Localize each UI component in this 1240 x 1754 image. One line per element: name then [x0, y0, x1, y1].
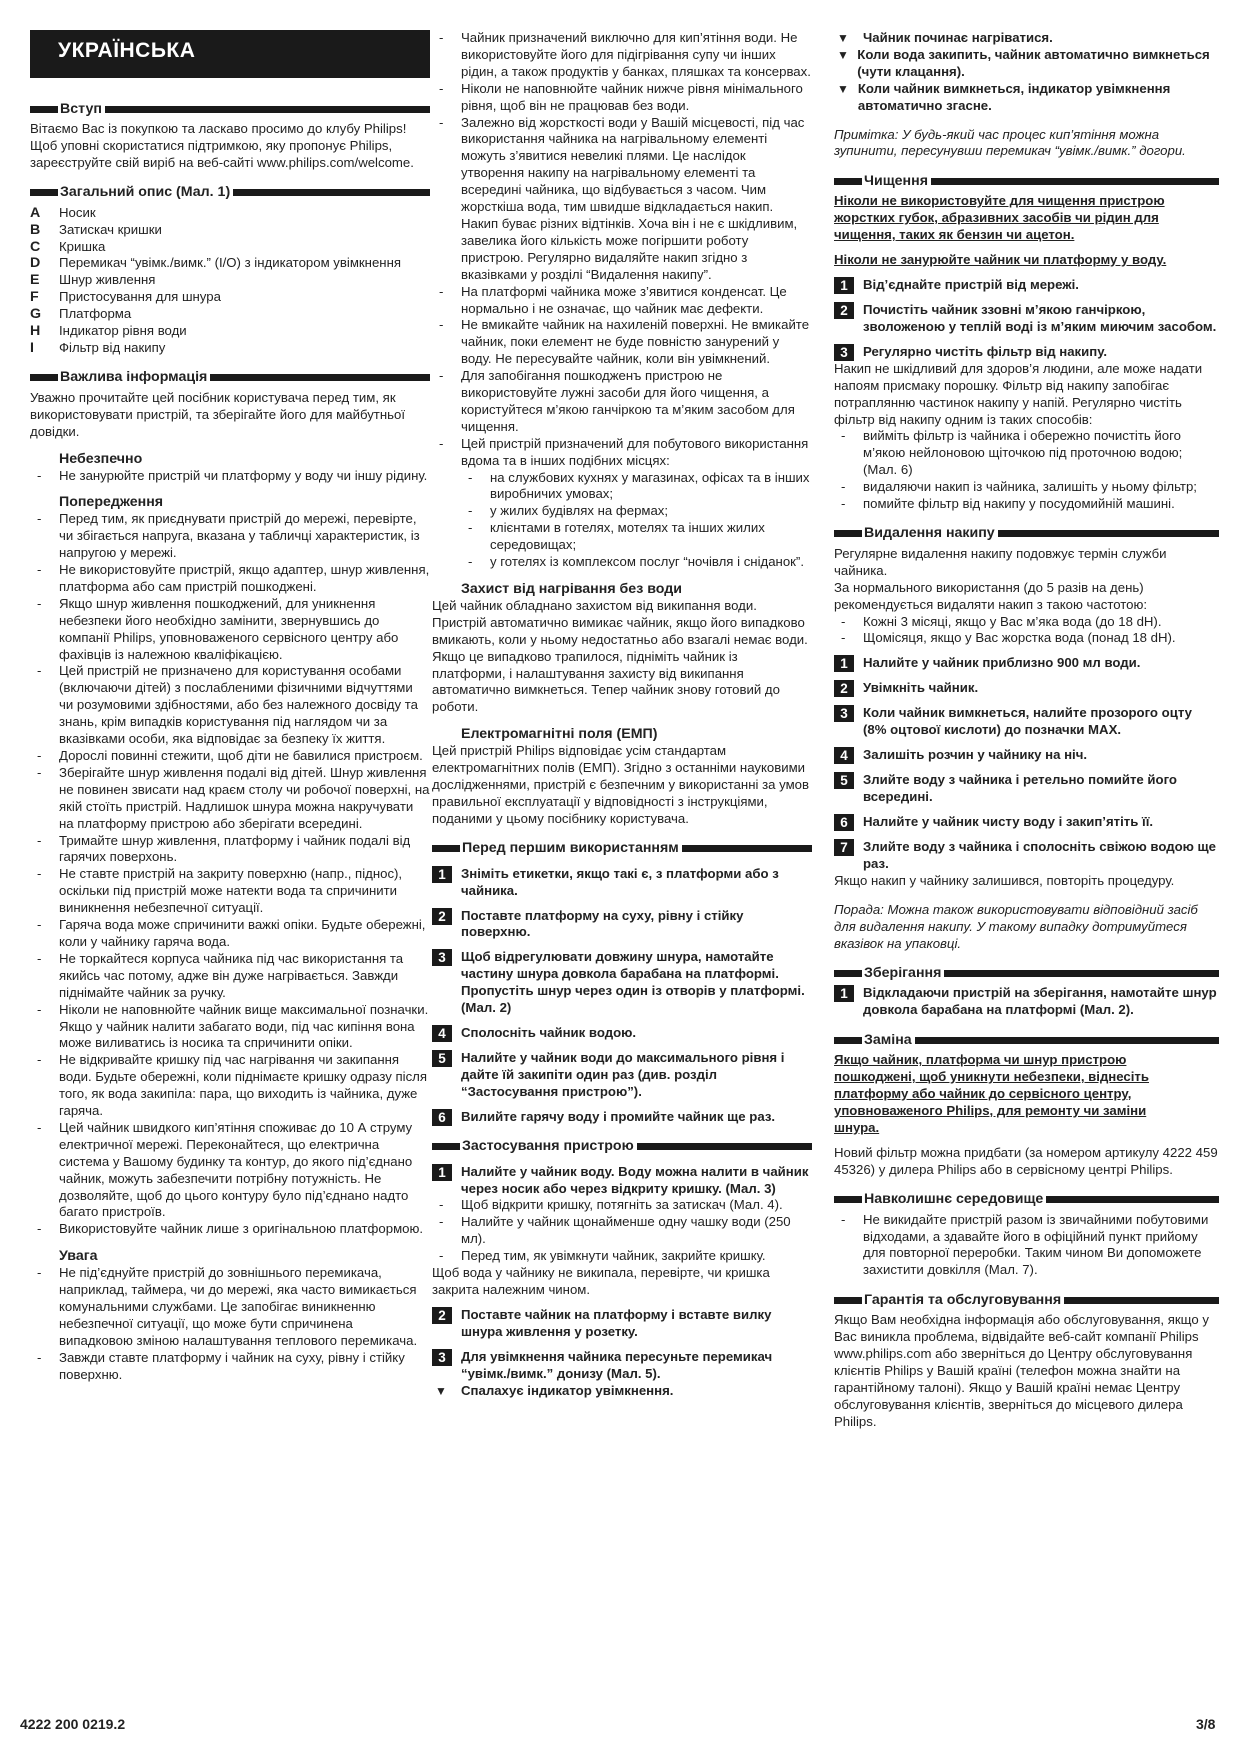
list-item: - Не торкайтеся корпуса чайника під час використання та якийсь час потому, адже він дуже нагрівається. Завжди піднімайте чайник за ручку.	[30, 951, 430, 1002]
list-item: - у готелях із комплексом послуг “ночівля і сніданок”.	[461, 554, 812, 571]
list-item: - у жилих будівлях на фермах;	[461, 503, 812, 520]
use-note: Примітка: У будь-який час процес кип’ятіння можна зупинити, пересунувши перемикач “увімк./вимк.” догори.	[834, 126, 1186, 159]
list-item: - Тримайте шнур живлення, платформу і чайник подалі від гарячих поверхонь.	[30, 833, 430, 867]
step: 7 Злийте воду з чайника і сполосніть свіжою водою ще раз.	[834, 839, 1219, 873]
document-code: 4222 200 0219.2	[20, 1716, 126, 1732]
section-heading-general: Загальний опис (Мал. 1)	[30, 184, 430, 202]
section-heading-guarantee: Гарантія та обслуговування	[834, 1291, 1219, 1309]
step: 6 Налийте у чайник чисту воду і закип’ятіть її.	[834, 814, 1219, 831]
list-item: - Не ставте пристрій на закриту поверхню (напр., піднос), оскільки під пристрій може натекти вода та спричинити виникнення небезпечної ситуації.	[30, 866, 430, 917]
caution-heading: Увага	[59, 1248, 98, 1265]
list-item: - Завжди ставте платформу і чайник на суху, рівну і стійку поверхню.	[30, 1350, 430, 1384]
list-item: - на службових кухнях у магазинах, офісах та в інших виробничих умовах;	[461, 470, 812, 504]
bullet-item: ▼ Чайник починає нагріватися.	[834, 30, 1219, 47]
replacement-text: Новий фільтр можна придбати (за номером артикулу 4222 459 45326) у дилера Philips або в сервісному центрі Philips.	[834, 1144, 1218, 1177]
list-item: - Перед тим, як увімкнути чайник, закрийте кришку.	[432, 1248, 812, 1265]
section-heading-first-use: Перед першим використанням	[432, 840, 812, 858]
list-item: - помийте фільтр від накипу у посудомийній машині.	[834, 496, 1219, 513]
step: 3 Регулярно чистіть фільтр від накипу.	[834, 344, 1219, 361]
boil-dry-heading: Захист від нагрівання без води	[461, 581, 682, 597]
part-item: H Індикатор рівня води	[30, 323, 187, 340]
use-step1-tail: Щоб вода у чайнику не википала, перевірте, чи кришка закрита належним чином.	[432, 1265, 770, 1297]
descaling-tail: Якщо накип у чайнику залишився, повторіть процедуру.	[834, 872, 1175, 888]
list-item: - Цей чайник швидкого кип’ятіння споживає до 10 А струму електричної мережі. Переконайтеся, що електрична система у Вашому будинку та контур, до якого під’єднано чайник, можуть забезпечити потрібну потужність. Не дозволяйте, щоб до цього контуру було під’єднано надто багато пристроїв.	[30, 1120, 430, 1221]
use-step1-list	[432, 1197, 812, 1265]
bullet-icon: ▼	[837, 47, 849, 62]
section-heading-descaling: Видалення накипу	[834, 525, 1219, 543]
part-item: E Шнур живлення	[30, 272, 156, 289]
step: 5 Злийте воду з чайника і ретельно помийте його всередині.	[834, 772, 1219, 806]
bullet-item: ▼ Коли вода закипить, чайник автоматично вимкнеться (чути клацання).	[834, 47, 1219, 81]
step: 3 Для увімкнення чайника пересуньте перемикач “увімк./вимк.” донизу (Мал. 5).	[432, 1349, 812, 1383]
section-heading-environment: Навколишнє середовище	[834, 1191, 1219, 1209]
list-item: - Кожні 3 місяці, якщо у Вас м’яка вода (до 18 dH).	[834, 614, 1219, 631]
column-2	[432, 30, 812, 1399]
section-heading-important: Важлива інформація	[30, 369, 430, 387]
warning-list	[30, 511, 430, 1238]
list-item: - Перед тим, як приєднувати пристрій до мережі, перевірте, чи збігається напруга, вказана у табличці характеристик, із напругою у мережі.	[30, 511, 430, 562]
bullet-item: ▼ Спалахує індикатор увімкнення.	[432, 1383, 812, 1400]
part-item: C Кришка	[30, 238, 106, 255]
descaling-text-2: За нормального використання (до 5 разів на день) рекомендується видаляти накип з такою частотою:	[834, 579, 1148, 612]
descaling-tip: Порада: Можна також використовувати відповідний засіб для видалення накипу. У такому випадку дотримуйтеся вказівок на упаковці.	[834, 901, 1198, 951]
list-item: - клієнтами в готелях, мотелях та інших жилих середовищах;	[461, 520, 812, 554]
list-item: - Цей пристрій не призначено для користування особами (включаючи дітей) з послабленими фізичними відчуттями чи розумовими здібностями, або без належного досвіду та знань, крім випадків користування під наглядом чи за вказівками особи, яка відповідає за безпеку їх життя.	[30, 663, 430, 748]
list-item: - Гаряча вода може спричинити важкі опіки. Будьте обережні, коли у чайнику гаряча вода.	[30, 917, 430, 951]
cleaning-warning-1: Ніколи не використовуйте для чищення пристрою жорстких губок, абразивних засобів чи рідин для чищення, таких як бензин чи ацетон.	[834, 193, 1165, 243]
step: 3 Коли чайник вимкнеться, налийте прозорого оцту (8% оцтової кислоти) до позначки MAX.	[834, 705, 1219, 739]
step: 2 Поставте платформу на суху, рівну і стійку поверхню.	[432, 908, 812, 942]
list-item: - Чайник призначений виключно для кип’ятіння води. Не використовуйте його для підігрівання супу чи інших рідин, а також продуктів у банках, пляшках та консервах.	[432, 30, 812, 81]
step: 4 Залишіть розчин у чайнику на ніч.	[834, 747, 1219, 764]
list-item: - Налийте у чайник щонайменше одну чашку води (250 мл).	[432, 1214, 812, 1248]
column-1	[30, 30, 430, 1384]
step: 1 Налийте у чайник воду. Воду можна налити в чайник через носик або через відкриту кришку. (Мал. 3)	[432, 1164, 812, 1198]
cleaning-text: Накип не шкідливий для здоров’я людини, але може надати напоям присмаку порошку. Фільтр від накипу запобігає потраплянню частинок накипу у напій. Регулярно чистіть фільтр від накипу одним із таких способів:	[834, 360, 1203, 427]
list-item: - вийміть фільтр із чайника і обережно почистіть його м’якою нейлоновою щіточкою під проточною водою; (Мал. 6)	[834, 428, 1219, 479]
boil-dry-text: Цей чайник обладнано захистом від википання води. Пристрій автоматично вимикає чайник, якщо його випадково вмикають, коли у ньому недостатньо або взагалі немає води. Якщо це випадково трапилося, підніміть чайник із платформи, і налаштування захисту від википання автоматично вимкнеться. Тепер чайник знову готовий до роботи.	[432, 597, 808, 715]
list-item: - Якщо шнур живлення пошкоджений, для уникнення небезпеки його необхідно замінити, звернувшись до компанії Philips, уповноваженого сервісного центру або фахівців із належною кваліфікацією.	[30, 596, 430, 664]
list-item: - Зберігайте шнур живлення подалі від дітей. Шнур живлення не повинен звисати над краєм столу чи робочої поверхні, на якій стоїть пристрій. Надлишок шнура можна накручувати на платформу пристрою або зберігати всередині.	[30, 765, 430, 833]
list-item: - Ніколи не наповнюйте чайник нижче рівня мінімального рівня, щоб він не працював без води.	[432, 81, 812, 115]
descaling-list	[834, 614, 1219, 648]
column-3	[834, 30, 1219, 1443]
part-item: F Пристосування для шнура	[30, 289, 221, 306]
bullet-icon: ▼	[837, 81, 849, 96]
section-heading-storage: Зберігання	[834, 964, 1219, 982]
step: 2 Почистіть чайник ззовні м’якою ганчіркою, зволоженою у теплій воді із м’яким миючим засобом.	[834, 302, 1219, 336]
list-item: - Не занурюйте пристрій чи платформу у воду чи іншу рідину.	[30, 468, 430, 485]
part-item: A Носик	[30, 204, 96, 221]
step: 2 Увімкніть чайник.	[834, 680, 1219, 697]
step: 3 Щоб відрегулювати довжину шнура, намотайте частину шнура довкола барабана на платформі. Пропустіть шнур через один із отворів у платформі. (Мал. 2)	[432, 949, 812, 1017]
list-item: - Не під’єднуйте пристрій до зовнішнього перемикача, наприклад, таймера, чи до мережі, яка часто вимикається комунальними службами. Це запобігає виникненню небезпечної ситуації, що може бути спричинена випадковою зміною налаштування теплового перемикача.	[30, 1265, 430, 1350]
list-item: - Не викидайте пристрій разом із звичайними побутовими відходами, а здавайте його в офіційний пункт прийому для повторної переробки. Таким чином Ви допоможете захистити довкілля (Мал. 7).	[834, 1212, 1219, 1280]
warning-heading: Попередження	[59, 494, 164, 511]
list-item: - Не використовуйте пристрій, якщо адаптер, шнур живлення, платформа або сам пристрій пошкоджені.	[30, 562, 430, 596]
parts-list	[30, 205, 430, 357]
environment-list	[834, 1212, 1219, 1280]
caution-list	[30, 1265, 430, 1383]
list-item: - Для запобігання пошкодженъ пристрою не використовуйте лужні засоби для його чищення, а користуйтеся м’якою ганчіркою та м’яким засобом для чищення.	[432, 368, 812, 436]
list-item: - видаляючи накип із чайника, залишіть у ньому фільтр;	[834, 479, 1219, 496]
step: 2 Поставте чайник на платформу і вставте вилку шнура живлення у розетку.	[432, 1307, 812, 1341]
section-heading-intro: Вступ	[30, 100, 430, 118]
list-item: - Не відкривайте кришку під час нагрівання чи закипання води. Будьте обережні, коли піднімаєте кришку одразу після того, як вода закипіла: пара, що виходить із чайника, дуже гаряча.	[30, 1052, 430, 1120]
language-title: УКРАЇНСЬКА	[30, 30, 430, 78]
step: 4 Сполосніть чайник водою.	[432, 1025, 812, 1042]
section-heading-cleaning: Чищення	[834, 172, 1219, 190]
list-item: - Залежно від жорсткості води у Вашій місцевості, під час використання чайника на нагрівальному елементі можуть з’явитися невеликі плями. Це наслідок утворення накипу на нагрівальному елементі та всередині чайника, що відбувається з часом. Чим жорсткіша вода, тим швидше відкладається накип. Накип буває різних відтінків. Хоча він і не є шкідливим, завелика його кількість може погіршити роботу пристрою. Регулярно видаляйте накип згідно з вказівками у розділі “Видалення накипу”.	[432, 115, 812, 284]
important-intro: Уважно прочитайте цей посібник користувача перед тим, як використовувати пристрій, та зберігайте його для майбутньої довідки.	[30, 389, 405, 439]
descaling-text-1: Регулярне видалення накипу подовжує термін служби чайника.	[834, 545, 1167, 578]
section-heading-replacement: Заміна	[834, 1031, 1219, 1049]
part-item: D Перемикач “увімк./вимк.” (I/O) з індикатором увімкнення	[30, 255, 401, 272]
caution-list-continued	[432, 30, 812, 571]
emf-heading: Електромагнітні поля (ЕМП)	[461, 726, 658, 743]
step: 5 Налийте у чайник води до максимального рівня і дайте їй закипіти один раз (див. розділ “Застосування пристрою”).	[432, 1050, 812, 1101]
replacement-warning: Якщо чайник, платформа чи шнур пристрою пошкоджені, щоб уникнути небезпеки, віднесіть платформу або чайник до сервісного центру, уповноваженого Philips, для ремонту чи заміни шнура.	[834, 1052, 1149, 1135]
list-item: - Дорослі повинні стежити, щоб діти не бавилися пристроєм.	[30, 748, 430, 765]
step: 6 Вилийте гарячу воду і промийте чайник ще раз.	[432, 1109, 812, 1126]
list-item: - Не вмикайте чайник на нахиленій поверхні. Не вмикайте чайник, поки елемент не буде повністю занурений у воду. Не пересувайте чайник, коли він увімкнений.	[432, 317, 812, 368]
list-item: - На платформі чайника може з’явитися конденсат. Це нормально і не означає, що чайник має дефекти.	[432, 284, 812, 318]
part-item: I Фільтр від накипу	[30, 339, 166, 356]
cleaning-warning-2: Ніколи не занурюйте чайник чи платформу у воду.	[834, 252, 1167, 268]
danger-heading: Небезпечно	[59, 450, 143, 467]
page-number: 3/8	[1196, 1716, 1216, 1732]
intro-text: Вітаємо Вас із покупкою та ласкаво просимо до клубу Philips! Щоб уповні скористатися підтримкою, яку пропонує Philips, зареєструйте свій виріб на веб-сайті www.philips.com/welcome.	[30, 121, 414, 170]
cleaning-list	[834, 428, 1219, 513]
list-item: - Цей пристрій призначений для побутового використання вдома та в інших подібних місцях: - на службових кухнях у магазинах, офісах та в інших виробничих умовах; - у жилих будівлях на фермах; - клієнтами в готелях, мотелях та інших жилих середовищах; - у готелях із комплексом послуг “ночівля і сніданок”.	[432, 436, 812, 571]
step: 1 Налийте у чайник приблизно 900 мл води.	[834, 655, 1219, 672]
step: 1 Від’єднайте пристрій від мережі.	[834, 277, 1219, 294]
part-item: G Платформа	[30, 306, 132, 323]
list-item: - Щоб відкрити кришку, потягніть за затискач (Мал. 4).	[432, 1197, 812, 1214]
danger-list	[30, 468, 430, 485]
emf-text: Цей пристрій Philips відповідає усім стандартам електромагнітних полів (ЕМП). Згідно з останніми науковими дослідженнями, пристрій є безпечним у використанні за умов правильної експлуатації у відповідності з інструкціями, поданими у цьому посібнику користувача.	[432, 743, 809, 826]
list-item: - Використовуйте чайник лише з оригінальною платформою.	[30, 1221, 430, 1238]
bullet-icon: ▼	[435, 1383, 447, 1398]
list-item: - Щомісяця, якщо у Вас жорстка вода (понад 18 dH).	[834, 630, 1219, 647]
bullet-icon: ▼	[837, 31, 849, 45]
part-item: B Затискач кришки	[30, 221, 162, 238]
step: 1 Відкладаючи пристрій на зберігання, намотайте шнур довкола барабана на платформі (Мал. 2).	[834, 985, 1219, 1019]
guarantee-text: Якщо Вам необхідна інформація або обслуговування, якщо у Вас виникла проблема, відвідайте веб-сайт компанії Philips www.philips.com або зверніться до Центру обслуговування клієнтів Philips у Вашій країні (телефон можна знайти на гарантійному талоні). Якщо у Вашій країні немає Центру обслуговування клієнтів, зверніться до місцевого дилера Philips.	[834, 1312, 1209, 1429]
list-item: - Ніколи не наповнюйте чайник вище максимальної позначки. Якщо у чайник налити забагато води, під час кипіння вона може виливатись із носика та спричинити опіки.	[30, 1002, 430, 1053]
usage-places-list	[461, 470, 812, 571]
step: 1 Зніміть етикетки, якщо такі є, з платформи або з чайника.	[432, 866, 812, 900]
bullet-item: ▼ Коли чайник вимкнеться, індикатор увімкнення автоматично згасне.	[834, 81, 1219, 115]
section-heading-use: Застосування пристрою	[432, 1138, 812, 1156]
